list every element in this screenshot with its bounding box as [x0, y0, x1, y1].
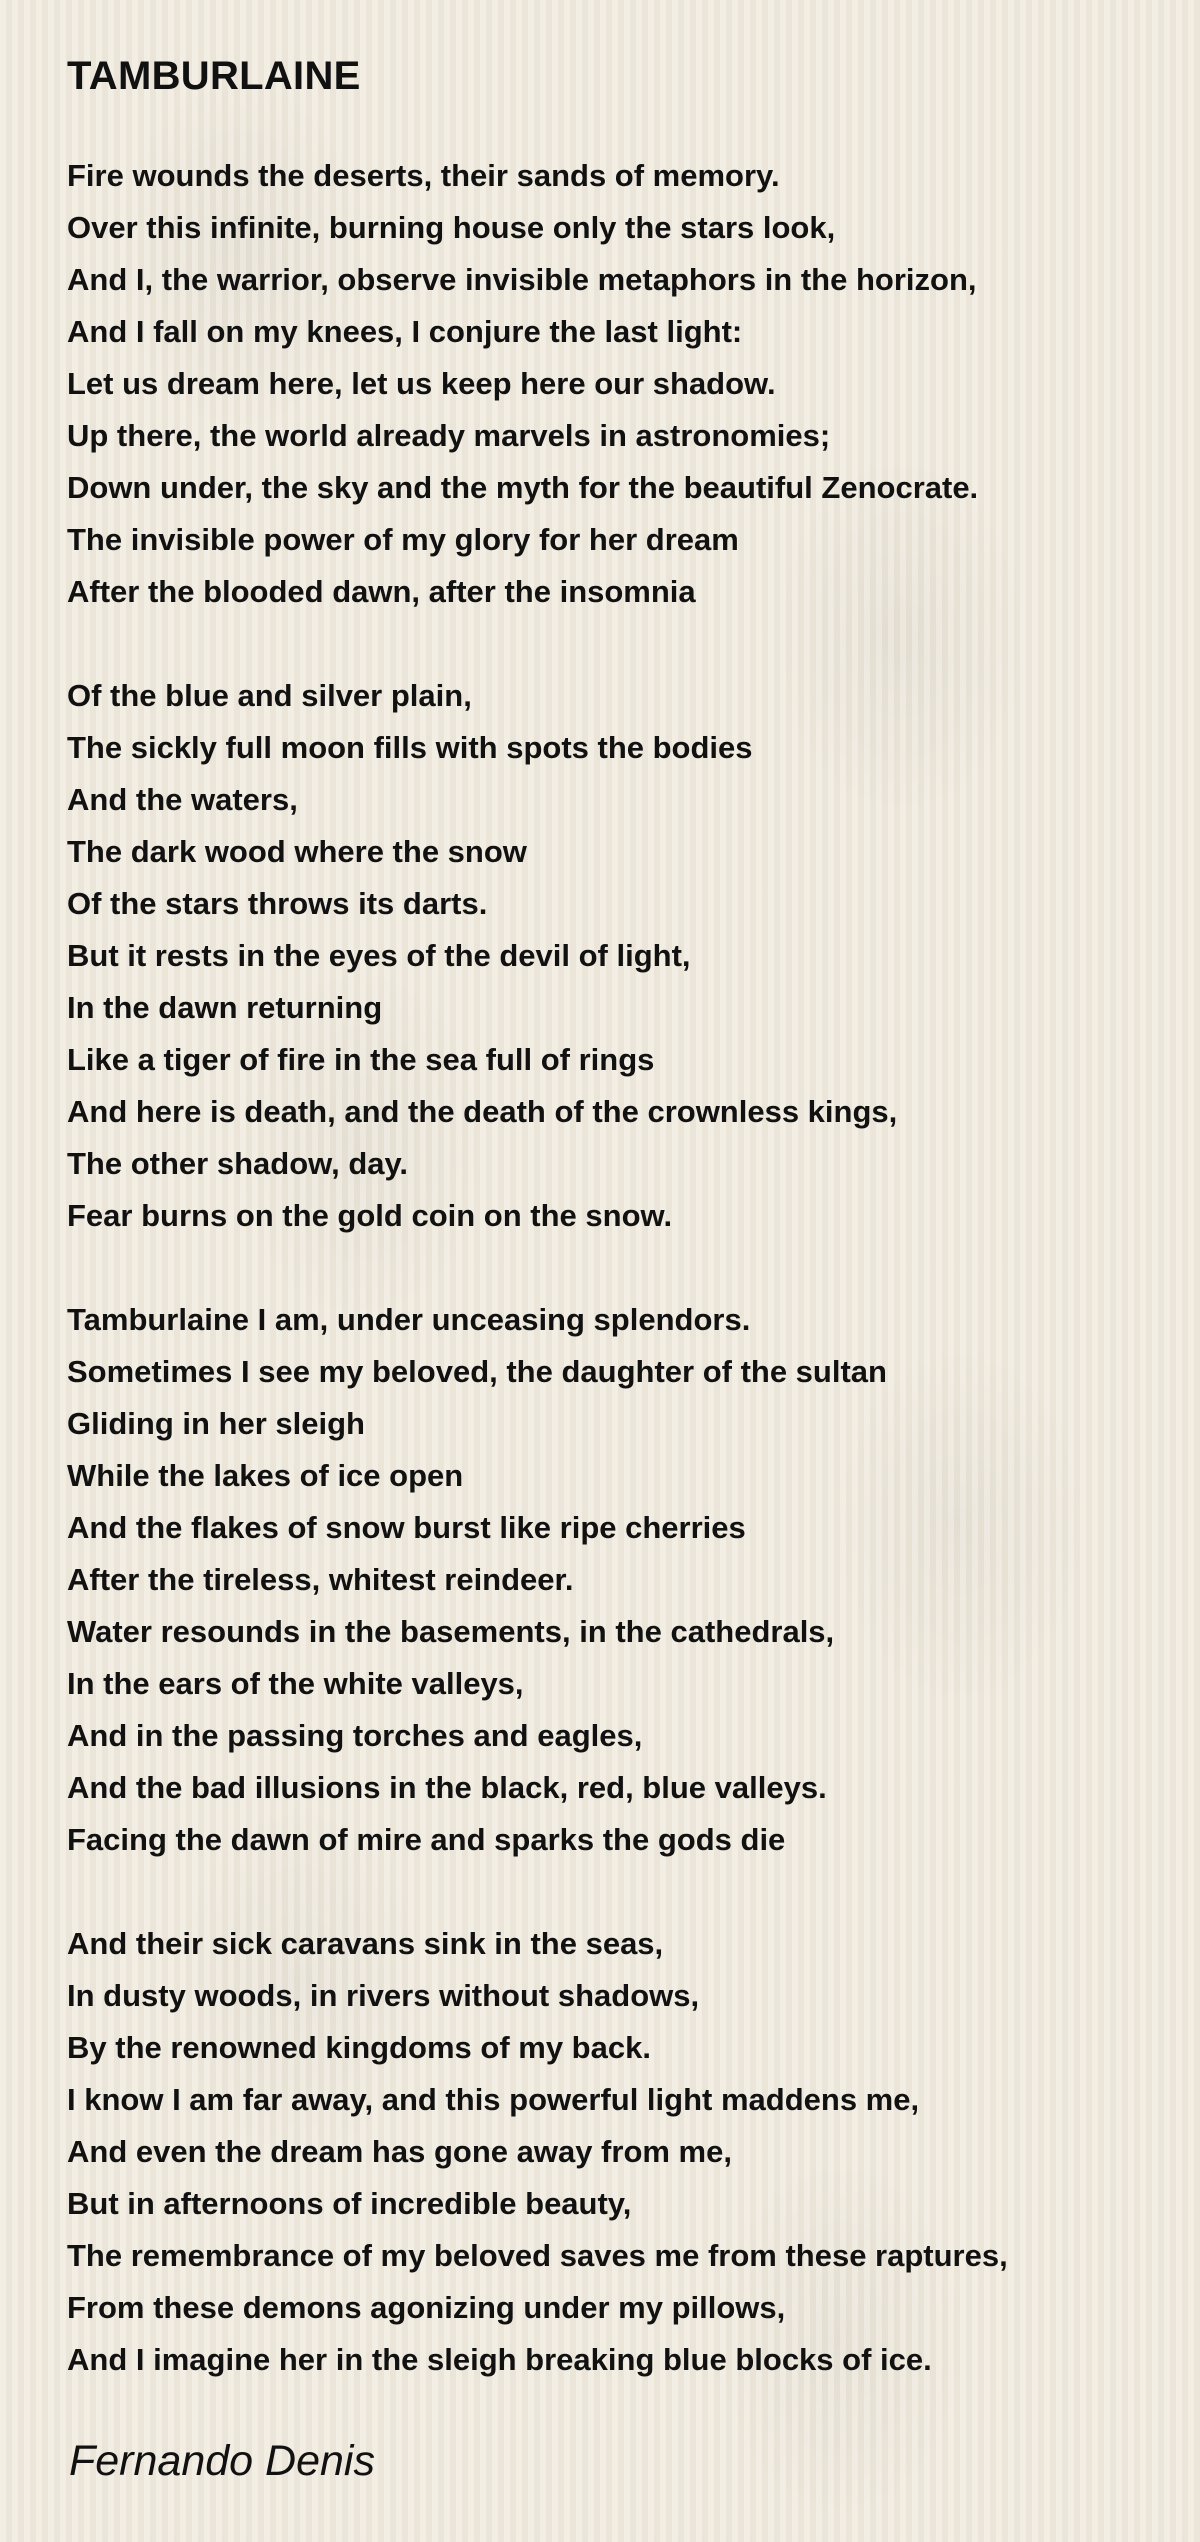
poem-title: TAMBURLAINE: [67, 54, 361, 98]
poem-body: [67, 150, 1008, 2438]
poem-line: In the dawn returning: [67, 990, 383, 1025]
poem-line: And I fall on my knees, I conjure the last light:: [67, 314, 743, 349]
poem-line: Of the blue and silver plain,: [67, 678, 472, 713]
poem-line: Facing the dawn of mire and sparks the gods die: [67, 1822, 786, 1857]
stanza: [67, 150, 1008, 618]
poem-line: And their sick caravans sink in the seas,: [67, 1926, 664, 1961]
poem-line: Like a tiger of fire in the sea full of rings: [67, 1042, 655, 1077]
poem-line: I know I am far away, and this powerful light maddens me,: [67, 2082, 920, 2117]
poem-line: Fire wounds the deserts, their sands of memory.: [67, 158, 780, 193]
poem-line: And here is death, and the death of the crownless kings,: [67, 1094, 898, 1129]
poem-line: And the flakes of snow burst like ripe cherries: [67, 1510, 746, 1545]
stanza: [67, 1294, 1008, 1866]
poem-line: Let us dream here, let us keep here our shadow.: [67, 366, 776, 401]
poem-author: Fernando Denis: [69, 2437, 375, 2485]
poem-line: In dusty woods, in rivers without shadows,: [67, 1978, 700, 2013]
poem-line: By the renowned kingdoms of my back.: [67, 2030, 651, 2065]
poem-line: Over this infinite, burning house only the stars look,: [67, 210, 836, 245]
poem-line: The invisible power of my glory for her dream: [67, 522, 739, 557]
poem-line: Down under, the sky and the myth for the beautiful Zenocrate.: [67, 470, 979, 505]
poem-line: Of the stars throws its darts.: [67, 886, 488, 921]
poem-line: From these demons agonizing under my pillows,: [67, 2290, 786, 2325]
poem-line: Water resounds in the basements, in the cathedrals,: [67, 1614, 835, 1649]
poem-line: The other shadow, day.: [67, 1146, 409, 1181]
poem-line: Fear burns on the gold coin on the snow.: [67, 1198, 673, 1233]
poem-line: Sometimes I see my beloved, the daughter of the sultan: [67, 1354, 887, 1389]
stanza: [67, 670, 1008, 1242]
poem-line: And in the passing torches and eagles,: [67, 1718, 643, 1753]
poem-line: The remembrance of my beloved saves me from these raptures,: [67, 2238, 1008, 2273]
poem-line: After the blooded dawn, after the insomnia: [67, 574, 696, 609]
poem-line: But in afternoons of incredible beauty,: [67, 2186, 632, 2221]
poem-line: And I imagine her in the sleigh breaking blue blocks of ice.: [67, 2342, 932, 2377]
poem-line: After the tireless, whitest reindeer.: [67, 1562, 574, 1597]
stanza: [67, 1918, 1008, 2386]
poem-line: In the ears of the white valleys,: [67, 1666, 524, 1701]
poem-line: Tamburlaine I am, under unceasing splendors.: [67, 1302, 751, 1337]
poem-line: And even the dream has gone away from me,: [67, 2134, 732, 2169]
poem-line: And the waters,: [67, 782, 298, 817]
poem-line: And I, the warrior, observe invisible metaphors in the horizon,: [67, 262, 977, 297]
poem-line: But it rests in the eyes of the devil of light,: [67, 938, 691, 973]
poem-line: The dark wood where the snow: [67, 834, 527, 869]
poem-line: And the bad illusions in the black, red, blue valleys.: [67, 1770, 827, 1805]
poem-line: While the lakes of ice open: [67, 1458, 464, 1493]
poem-line: Gliding in her sleigh: [67, 1406, 365, 1441]
poem-line: The sickly full moon fills with spots the bodies: [67, 730, 753, 765]
poem-line: Up there, the world already marvels in astronomies;: [67, 418, 831, 453]
